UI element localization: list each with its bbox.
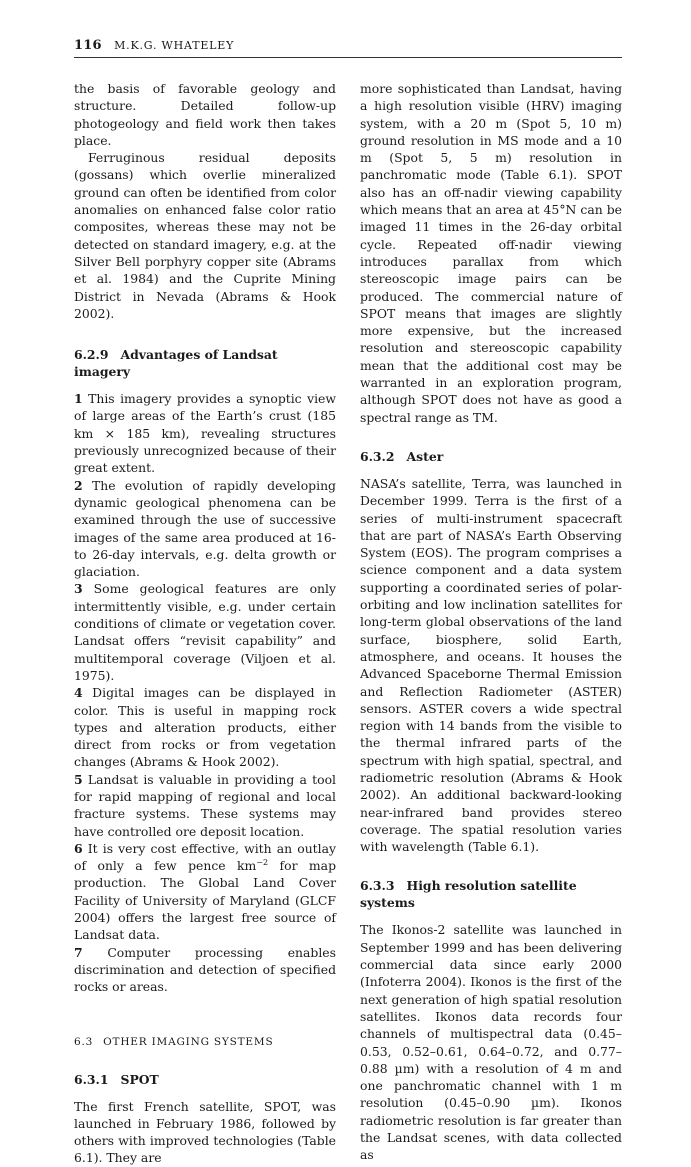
section-heading-6-3 <box>74 1034 336 1051</box>
section-title: Aster <box>406 448 444 464</box>
section-number: 6.3.1 <box>74 1071 109 1087</box>
section-title: SPOT <box>120 1071 159 1087</box>
list-item: 3 Some geological features are only intermittently visible, e.g. under certain conditions of climate or vegetation cover. Landsat offers “revisit capability” and multitemporal coverage (Viljoen et al. 1975). <box>74 581 336 683</box>
list-item: 5 Landsat is valuable in providing a tool for rapid mapping of regional and local fracture systems. These systems may have controlled ore deposit location. <box>74 771 336 839</box>
section-title: High resolution satellite systems <box>360 878 577 911</box>
paragraph-continued: the basis of favorable geology and structure. Detailed follow-up photogeology and field work then takes place. <box>74 81 336 148</box>
left-column <box>74 80 336 1167</box>
section-heading-6-3-1 <box>74 1071 336 1088</box>
list-item: 4 Digital images can be displayed in color. This is useful in mapping rock types and alteration products, either direct from rocks or from vegetation changes (Abrams & Hook 2002). <box>74 685 336 770</box>
running-author: M.K.G. WHATELEY <box>114 39 235 52</box>
list-item: 2 The evolution of rapidly developing dynamic geological phenomena can be examined through the use of successive images of the same area produced at 16- to 26-day intervals, e.g. delta growth or glaciation. <box>74 477 336 580</box>
section-heading-6-3-3 <box>360 877 622 911</box>
header-rule <box>74 57 622 58</box>
page-number: 116 <box>74 38 102 53</box>
paragraph-ikonos: The Ikonos-2 satellite was launched in September 1999 and has been delivering commercial data since early 2000 (Infoterra 2004). Ikonos is the first of the next generation of high spatial resolution satellites. Ikonos data records four channels of multispectral data (0.45–0.53, 0.52–0.61, 0.64–0.72, and 0.77–0.88 µm) with a resolution of 4 m and one panchromatic channel with 1 m resolution (0.45–0.90 µm). Ikonos radiometric resolution is far greater than the Landsat scenes, with data collected as <box>360 922 622 1163</box>
paragraph-spot-continued: more sophisticated than Landsat, having a high resolution visible (HRV) imaging system, with a 20 m (Spot 5, 10 m) ground resolution in MS mode and a 10 m (Spot 5, 5 m) resolution in panchromatic mode (Table 6.1). SPOT also has an off-nadir viewing capability which means that an area at 45°N can be imaged 11 times in the 26-day orbital cycle. Repeated off-nadir viewing introduces parallax from which stereoscopic image pairs can be produced. The commercial nature of SPOT means that images are slightly more expensive, but the increased resolution and stereoscopic capability mean that the additional cost may be warranted in an exploration program, although SPOT does not have as good a spectral range as TM. <box>360 81 622 425</box>
section-number: 6.3.3 <box>360 878 395 894</box>
list-item: 1 This imagery provides a synoptic view of large areas of the Earth’s crust (185 km × 185 km), revealing structures previously unrecognized because of their great extent. <box>74 391 336 476</box>
list-item: 7 Computer processing enables discrimination and detection of specified rocks or areas. <box>74 944 336 995</box>
section-number: 6.2.9 <box>74 347 109 363</box>
right-column <box>360 80 622 1164</box>
section-number: 6.3 <box>74 1035 94 1048</box>
paragraph-spot: The first French satellite, SPOT, was launched in February 1986, followed by others with improved technologies (Table 6.1). They are <box>74 1098 336 1166</box>
section-title: Advantages of Landsat imagery <box>74 347 278 380</box>
section-number: 6.3.2 <box>360 448 395 464</box>
paragraph-aster: NASA’s satellite, Terra, was launched in December 1999. Terra is the first of a series of multi-instrument spacecraft that are part of NASA’s Earth Observing System (EOS). The program comprises a science component and a data system supporting a coordinated series of polar-orbiting and low inclination satellites for long-term global observations of the land surface, biosphere, solid Earth, atmosphere, and oceans. It houses the Advanced Spaceborne Thermal Emission and Reflection Radiometer (ASTER) sensors. ASTER covers a wide spectral region with 14 bands from the visible to the thermal infrared parts of the spectrum with high spatial, spectral, and radiometric resolution (Abrams & Hook 2002). An additional backward-looking near-infrared band provides stereo coverage. The spatial resolution varies with wavelength (Table 6.1). <box>360 475 622 855</box>
running-header <box>74 38 622 53</box>
paragraph-gossans: Ferruginous residual deposits (gossans) which overlie mineralized ground can often be identified from color anomalies on enhanced false color ratio composites, whereas these may not be detected on standard imagery, e.g. at the Silver Bell porphyry copper site (Abrams et al. 1984) and the Cuprite Mining District in Nevada (Abrams & Hook 2002). <box>74 150 336 321</box>
list-item: 6 It is very cost effective, with an outlay of only a few pence $km^{-2}$ for map production. The Global Land Cover Facility of University of Maryland (GLCF 2004) offers the largest free source of Landsat data. <box>74 840 336 943</box>
section-heading-6-2-9 <box>74 346 336 380</box>
section-title: OTHER IMAGING SYSTEMS <box>103 1035 274 1048</box>
section-heading-6-3-2 <box>360 448 622 465</box>
